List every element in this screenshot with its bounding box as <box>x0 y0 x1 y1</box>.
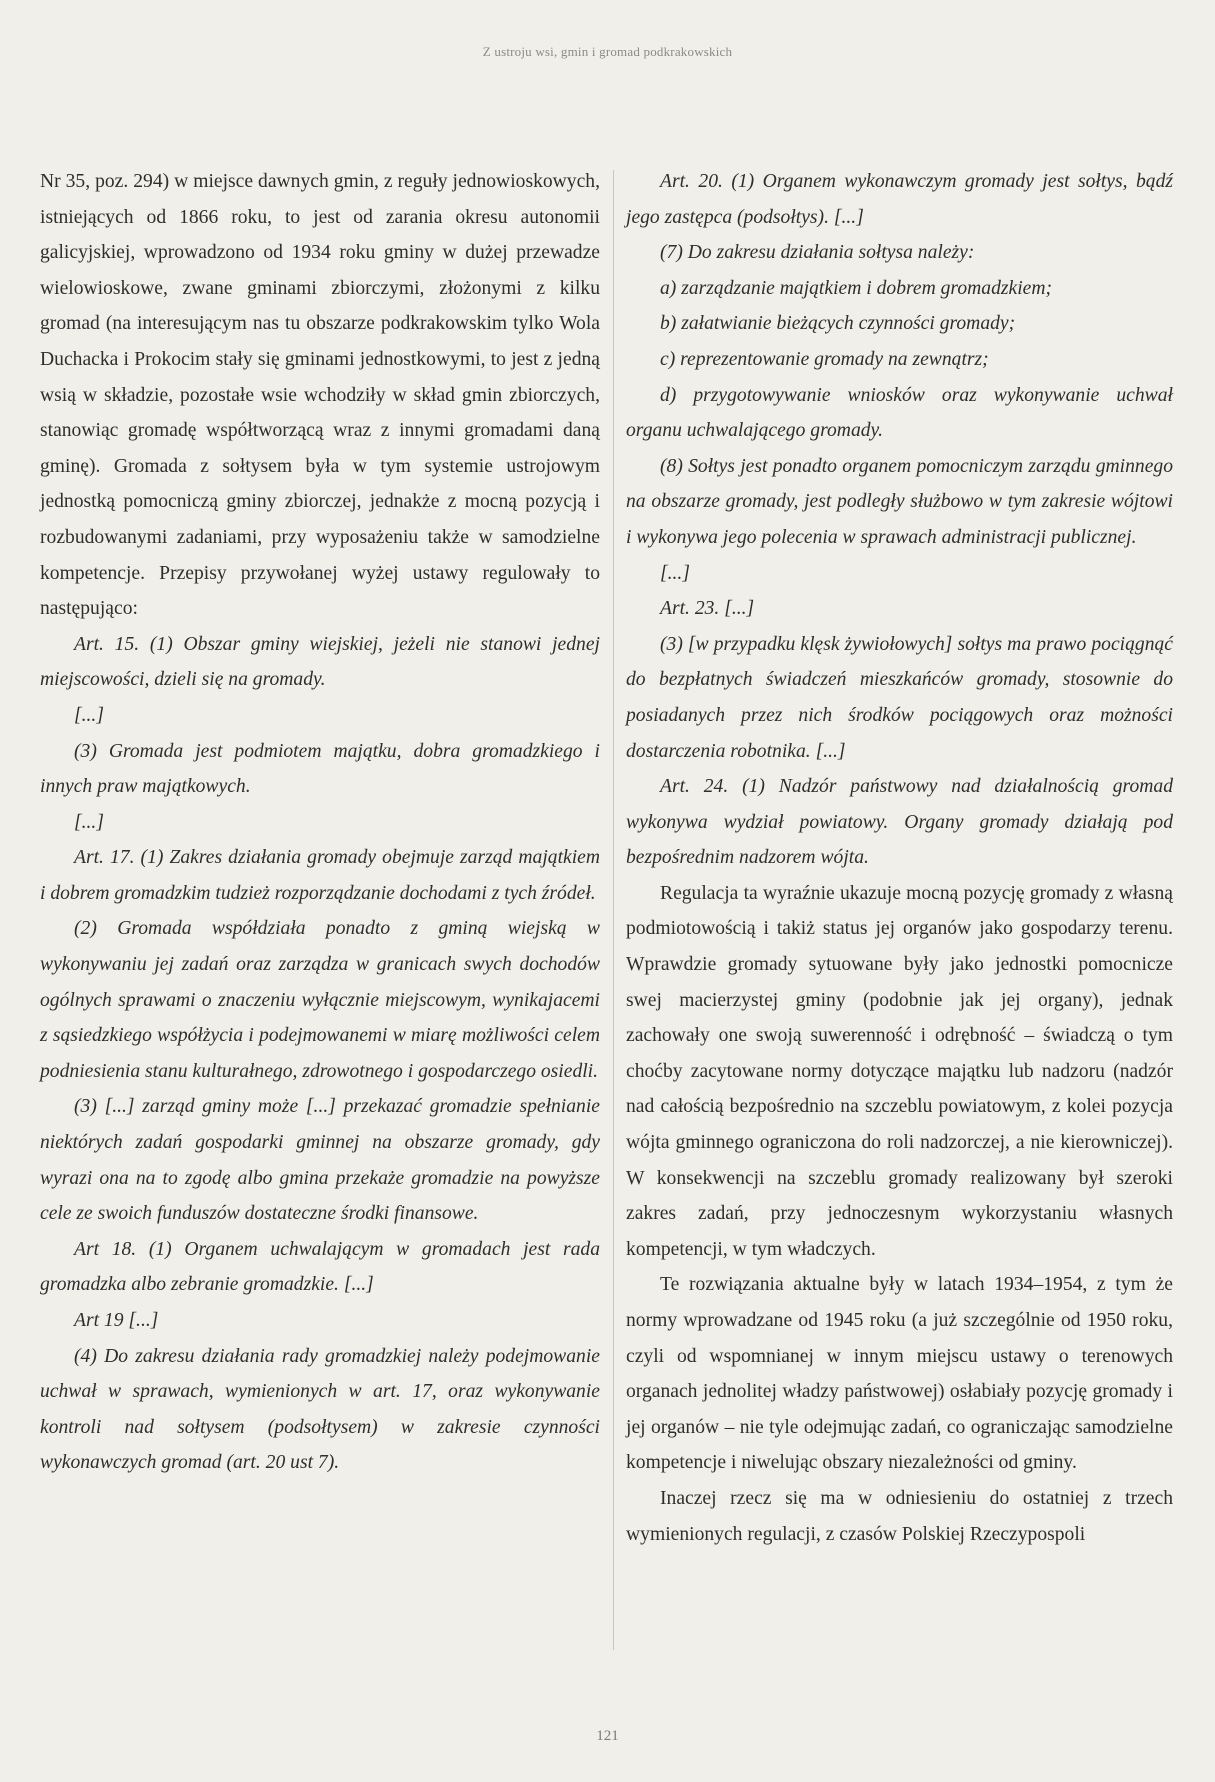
quoted-paragraph: b) załatwianie bieżących czynności gromady; <box>660 313 1016 335</box>
running-head: Z ustroju wsi, gmin i gromad podkrakowskich <box>482 44 733 59</box>
quoted-paragraph: Art. 20. (1) Organem wykonawczym gromady jest sołtys, bądź jego zastępca (podsołtys). [...] <box>626 171 1173 228</box>
quoted-paragraph: [...] <box>74 704 104 726</box>
page-number: 121 <box>596 1728 619 1744</box>
quoted-paragraph: (3) [...] zarząd gminy może [...] przekazać gromadzie spełnianie niektórych zadań gospodarki gminnej na obszarze gromady, gdy wyrazi ona na to zgodę albo gmina przekaże gromadzie na powyższe cele ze swoich funduszów dostateczne środki finansowe. <box>40 1096 600 1225</box>
quoted-paragraph: Art. 23. [...] <box>660 598 755 620</box>
quoted-paragraph: (3) [w przypadku klęsk żywiołowych] sołtys ma prawo pociągnąć do bezpłatnych świadczeń mieszkańców gromady, stosownie do posiadanych przez nich środków pociągowych oraz możności dostarczenia robotnika. [...] <box>626 633 1173 762</box>
right-column <box>626 164 1173 1552</box>
column-divider <box>613 170 614 1650</box>
quoted-paragraph: [...] <box>660 562 690 584</box>
quoted-paragraph: Art 19 [...] <box>74 1310 159 1331</box>
quoted-paragraph: Art. 24. (1) Nadzór państwowy nad działalnością gromad wykonywa wydział powiatowy. Organy gromady działają pod bezpośrednim nadzorem wójta. <box>626 776 1173 869</box>
left-column <box>40 164 600 1481</box>
paragraph: Nr 35, poz. 294) w miejsce dawnych gmin, z reguły jednowioskowych, istniejących od 1866 roku, to jest od zarania okresu autonomii galicyjskiej, wprowadzono od 1934 roku gminy w dużej przewadze wielowioskowe, zwane gminami zbiorczymi, złożonymi z kilku gromad (na interesującym nas tu obszarze podkrakowskim tylko Wola Duchacka i Prokocim stały się gminami jednostkowymi, to jest z jedną wsią w składzie, pozostałe wsie wchodziły w skład gmin zbiorczych, stanowiąc gromadę współtworzącą wraz z innymi gromadami daną gminę). Gromada z sołtysem była w tym systemie ustrojowym jednostką pomocniczą gminy zbiorczej, jednakże z mocną pozycją i rozbudowanymi zadaniami, przy wyposażeniu także w samodzielne kompetencje. Przepisy przywołanej wyżej ustawy regulowały to następująco: <box>40 171 600 620</box>
quoted-paragraph: (2) Gromada współdziała ponadto z gminą wiejską w wykonywaniu jej zadań oraz zarządza w granicach swych dochodów ogólnych sprawami o znaczeniu wyłącznie miejscowym, wynikajacemi z sąsiedzkiego współżycia i podejmowanemi w miarę możliwości celem podniesienia stanu kulturałnego, zdrowotnego i gospodarczego osiedli. <box>40 918 600 1082</box>
quoted-paragraph: (4) Do zakresu działania rady gromadzkiej należy podejmowanie uchwał w sprawach, wymienionych w art. 17, oraz wykonywanie kontroli nad sołtysem (podsołtysem) w zakresie czynności wykonawczych gromad (art. 20 ust 7). <box>40 1345 600 1474</box>
quoted-paragraph: Art. 17. (1) Zakres działania gromady obejmuje zarząd majątkiem i dobrem gromadzkim tudzież rozporządzanie dochodami z tych źródeł. <box>40 847 600 904</box>
quoted-paragraph: Art 18. (1) Organem uchwalającym w gromadach jest rada gromadzka albo zebranie gromadzkie. [...] <box>40 1238 600 1296</box>
quoted-paragraph: [...] <box>74 811 104 833</box>
quoted-paragraph: Art. 15. (1) Obszar gminy wiejskiej, jeżeli nie stanowi jednej miejscowości, dzieli się na gromady. <box>40 633 600 691</box>
quoted-paragraph: (7) Do zakresu działania sołtysa należy: <box>660 242 975 264</box>
quoted-paragraph: c) reprezentowanie gromady na zewnątrz; <box>660 348 989 370</box>
quoted-paragraph: (3) Gromada jest podmiotem majątku, dobra gromadzkiego i innych praw majątkowych. <box>40 740 600 798</box>
quoted-paragraph: d) przygotowywanie wniosków oraz wykonywanie uchwał organu uchwalającego gromady. <box>626 384 1173 442</box>
paragraph: Inaczej rzecz się ma w odniesieniu do ostatniej z trzech wymienionych regulacji, z czasów Polskiej Rzeczypospoli <box>626 1487 1173 1545</box>
quoted-paragraph: (8) Sołtys jest ponadto organem pomocniczym zarządu gminnego na obszarze gromady, jest podległy służbowo w tym zakresie wójtowi i wykonywa jego polecenia w sprawach administracji publicznej. <box>626 455 1173 548</box>
paragraph: Te rozwiązania aktualne były w latach 1934–1954, z tym że normy wprowadzane od 1945 roku (a już szczególnie od 1950 roku, czyli od wspomnianej w innym miejscu ustawy o terenowych organach jednolitej władzy państwowej) osłabiały pozycję gromady i jej organów – nie tyle odejmując zadań, co ograniczając samodzielne kompetencje i niwelując obszary niezależności od gminy. <box>626 1274 1173 1474</box>
quoted-paragraph: a) zarządzanie majątkiem i dobrem gromadzkiem; <box>660 277 1053 299</box>
paragraph: Regulacja ta wyraźnie ukazuje mocną pozycję gromady z własną podmiotowością i takiż status jej organów jako gospodarzy terenu. Wprawdzie gromady sytuowane były jako jednostki pomocnicze swej macierzystej gminy (podobnie jak jej organy), jednak zachowały one swoją suwerenność i odrębność – świadczą o tym choćby zacytowane normy dotyczące majątku lub nadzoru (nadzór nad całością bezpośrednio na szczeblu powiatowym, z kolei pozycja wójta gminnego ograniczona do roli nadzorczej, a nie kierowniczej). W konsekwencji na szczeblu gromady realizowany był szeroki zakres zadań, przy jednoczesnym wykorzystaniu własnych kompetencji, w tym władczych. <box>626 882 1173 1260</box>
